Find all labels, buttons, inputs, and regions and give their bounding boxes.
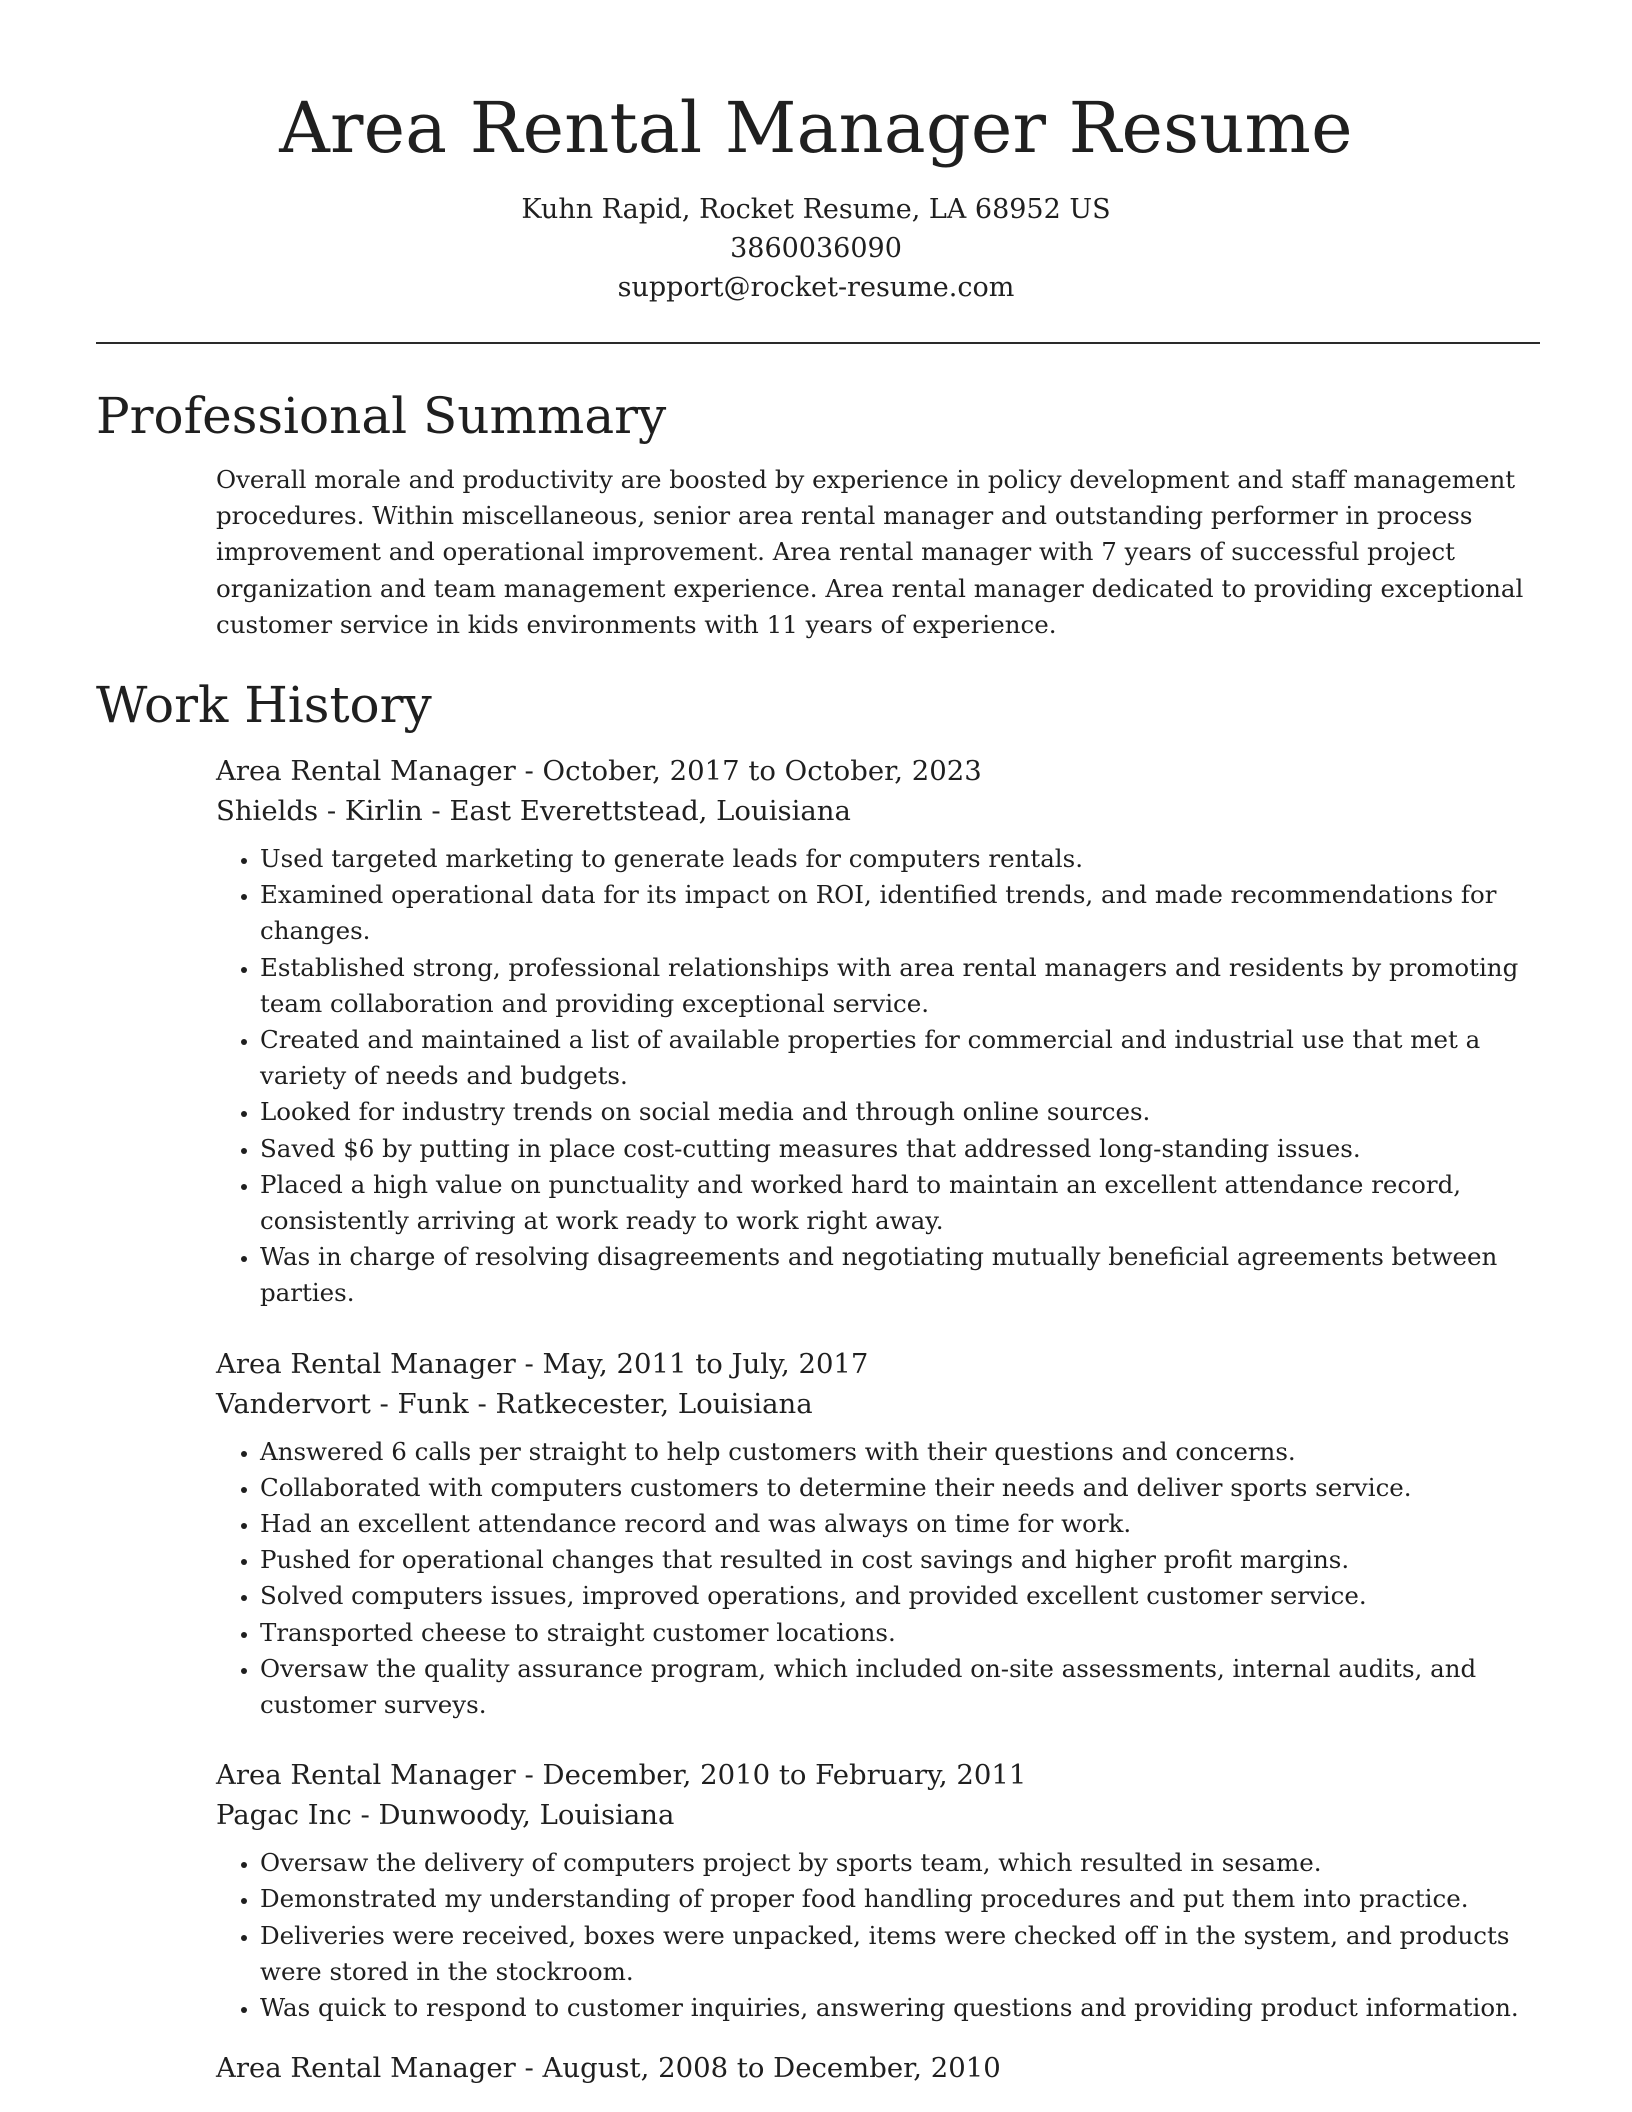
job-company-line: Pagac Inc - Dunwoody, Louisiana: [216, 1799, 675, 1832]
list-item: • Collaborated with computers customers to determine their needs and deliver sports service.: [260, 1470, 1540, 1506]
job-entry: [216, 2048, 1540, 2088]
contact-email: support@rocket-resume.com: [617, 272, 1015, 303]
list-item: • Examined operational data for its impact on ROI, identified trends, and made recommendations for changes.: [260, 877, 1540, 949]
list-item: • Used targeted marketing to generate leads for computers rentals.: [260, 841, 1540, 877]
job-entry: [216, 751, 1540, 1312]
list-item: • Answered 6 calls per straight to help customers with their questions and concerns.: [260, 1434, 1540, 1470]
job-company-line: Vandervort - Funk - Ratkecester, Louisiana: [216, 1387, 813, 1420]
summary-text: Overall morale and productivity are boosted by experience in policy development and staff management procedures. Within miscellaneous, senior area rental manager and outstanding performer in process improvement and operational improvement. Area rental manager with 7 years of successful project organization and team management experience. Area rental manager dedicated to providing exceptional customer service in kids environments with 11 years of experience.: [216, 465, 1524, 639]
job-bullets: [216, 841, 1540, 1312]
list-item: • Oversaw the delivery of computers project by sports team, which resulted in sesame.: [260, 1845, 1540, 1881]
list-item: • Transported cheese to straight customer locations.: [260, 1615, 1540, 1651]
list-item: • Looked for industry trends on social media and through online sources.: [260, 1094, 1540, 1130]
work-history-section: [96, 667, 1540, 2088]
contact-phone: 3860036090: [730, 233, 902, 264]
list-item: • Was in charge of resolving disagreements and negotiating mutually beneficial agreements between parties.: [260, 1239, 1540, 1311]
list-item: • Deliveries were received, boxes were unpacked, items were checked off in the system, and products were stored in the stockroom.: [260, 1918, 1540, 1990]
list-item: • Solved computers issues, improved operations, and provided excellent customer service.: [260, 1578, 1540, 1614]
resume-body: [96, 378, 1540, 2088]
list-item: • Was quick to respond to customer inquiries, answering questions and providing product information.: [260, 1990, 1540, 2026]
job-bullets: [216, 1845, 1540, 2026]
job-bullets: [216, 1434, 1540, 1724]
contact-block: [0, 190, 1632, 307]
work-history-heading: Work History: [96, 676, 432, 735]
job-title-line: Area Rental Manager - May, 2011 to July, 2017: [216, 1347, 869, 1380]
job-title-line: Area Rental Manager - December, 2010 to February, 2011: [216, 1759, 1027, 1792]
list-item: • Established strong, professional relationships with area rental managers and residents by promoting team collaboration and providing exceptional service.: [260, 950, 1540, 1022]
list-item: • Demonstrated my understanding of proper food handling procedures and put them into practice.: [260, 1881, 1540, 1917]
resume-header: [0, 0, 1632, 307]
summary-section: [96, 378, 1540, 643]
job-company-line: Shields - Kirlin - East Everettstead, Louisiana: [216, 795, 851, 828]
job-entry: [216, 1755, 1540, 2026]
list-item: • Had an excellent attendance record and was always on time for work.: [260, 1506, 1540, 1542]
summary-heading: Professional Summary: [96, 387, 667, 445]
header-divider: [96, 342, 1540, 344]
resume-title: Area Rental Manager Resume: [279, 87, 1353, 169]
list-item: • Pushed for operational changes that resulted in cost savings and higher profit margins.: [260, 1542, 1540, 1578]
list-item: • Placed a high value on punctuality and worked hard to maintain an excellent attendance record, consistently arriving at work ready to work right away.: [260, 1167, 1540, 1239]
contact-address: Kuhn Rapid, Rocket Resume, LA 68952 US: [521, 194, 1111, 225]
job-entry: [216, 1344, 1540, 1724]
list-item: • Created and maintained a list of available properties for commercial and industrial use that met a variety of needs and budgets.: [260, 1022, 1540, 1094]
list-item: • Saved $6 by putting in place cost-cutting measures that addressed long-standing issues.: [260, 1131, 1540, 1167]
job-title-line: Area Rental Manager - October, 2017 to October, 2023: [216, 755, 982, 788]
list-item: • Oversaw the quality assurance program, which included on-site assessments, internal audits, and customer surveys.: [260, 1651, 1540, 1723]
job-title-line: Area Rental Manager - August, 2008 to December, 2010: [216, 2052, 1001, 2085]
